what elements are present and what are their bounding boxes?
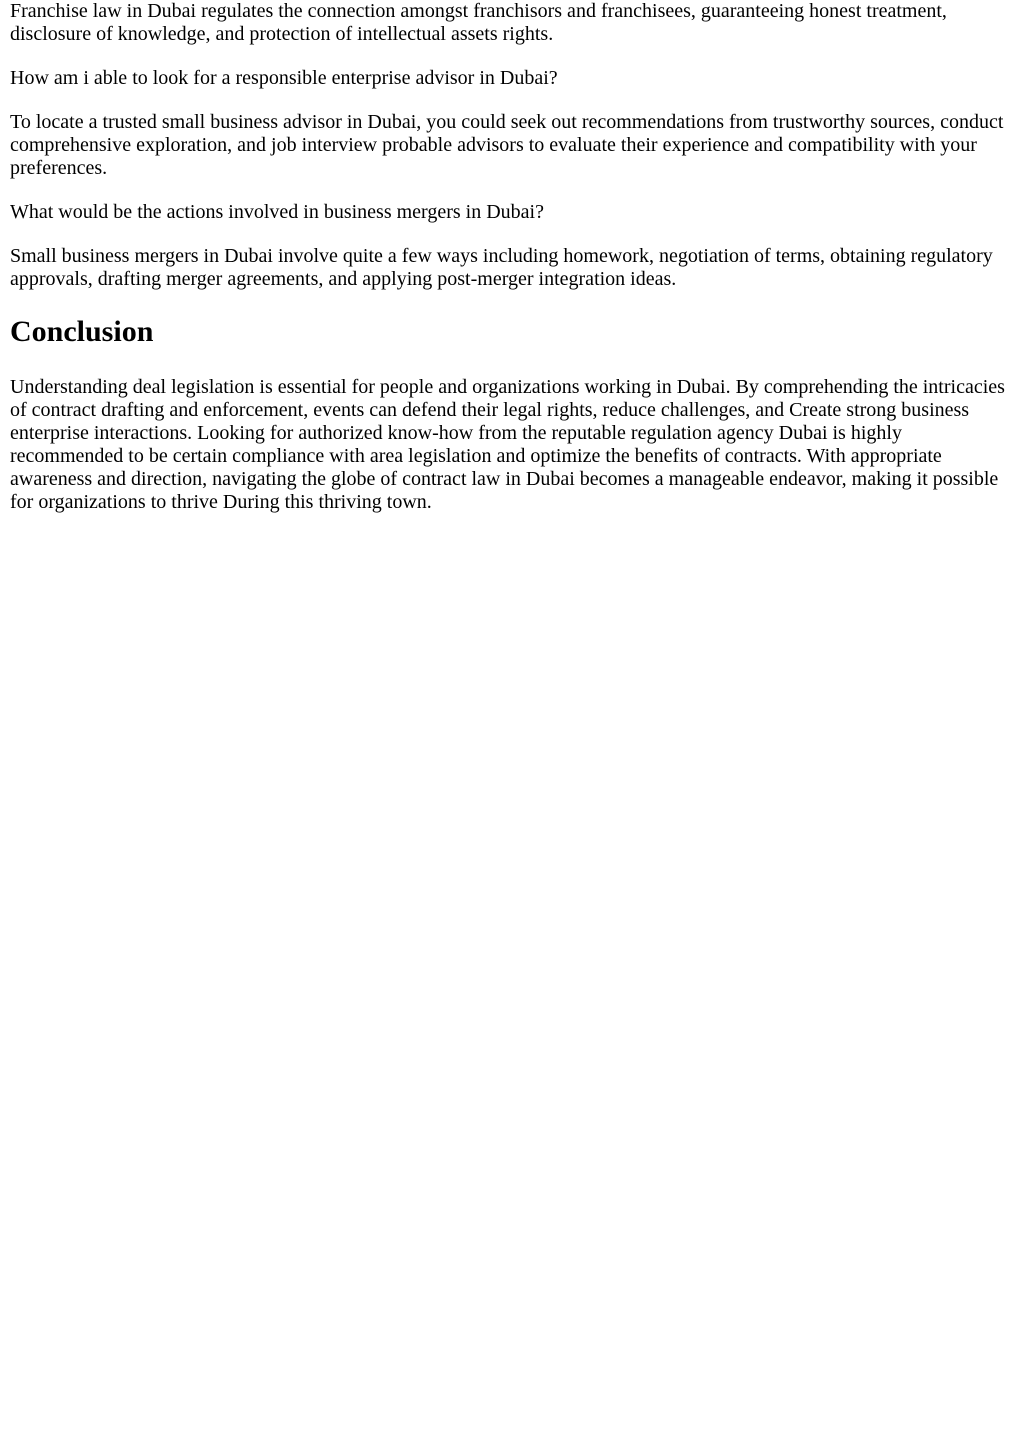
document-page [0, 0, 1024, 514]
paragraph-business-mergers: Small business mergers in Dubai involve quite a few ways including homework, negotiation of terms, obtaining regulatory approvals, drafting merger agreements, and applying post-merger integration ideas. [10, 245, 993, 290]
paragraph-conclusion: Understanding deal legislation is essential for people and organizations working in Dubai. By comprehending the intricacies of contract drafting and enforcement, events can defend their legal rights, reduce challenges, and Create strong business enterprise interactions. Looking for authorized know-how from the reputable regulation agency Dubai is highly recommended to be certain compliance with area legislation and optimize the benefits of contracts. With appropriate awareness and direction, navigating the globe of contract law in Dubai becomes a manageable endeavor, making it possible for organizations to thrive During this thriving town. [10, 376, 1005, 513]
question-business-advisor: How am i able to look for a responsible enterprise advisor in Dubai? [10, 67, 558, 89]
section-heading-conclusion: Conclusion [10, 315, 154, 348]
paragraph-business-advisor: To locate a trusted small business advisor in Dubai, you could seek out recommendations from trustworthy sources, conduct comprehensive exploration, and job interview probable advisors to evaluate their experience and compatibility with your preferences. [10, 111, 1004, 179]
paragraph-franchise-law: Franchise law in Dubai regulates the connection amongst franchisors and franchisees, guaranteeing honest treatment, disclosure of knowledge, and protection of intellectual assets rights. [10, 0, 947, 45]
question-business-mergers: What would be the actions involved in business mergers in Dubai? [10, 201, 544, 223]
